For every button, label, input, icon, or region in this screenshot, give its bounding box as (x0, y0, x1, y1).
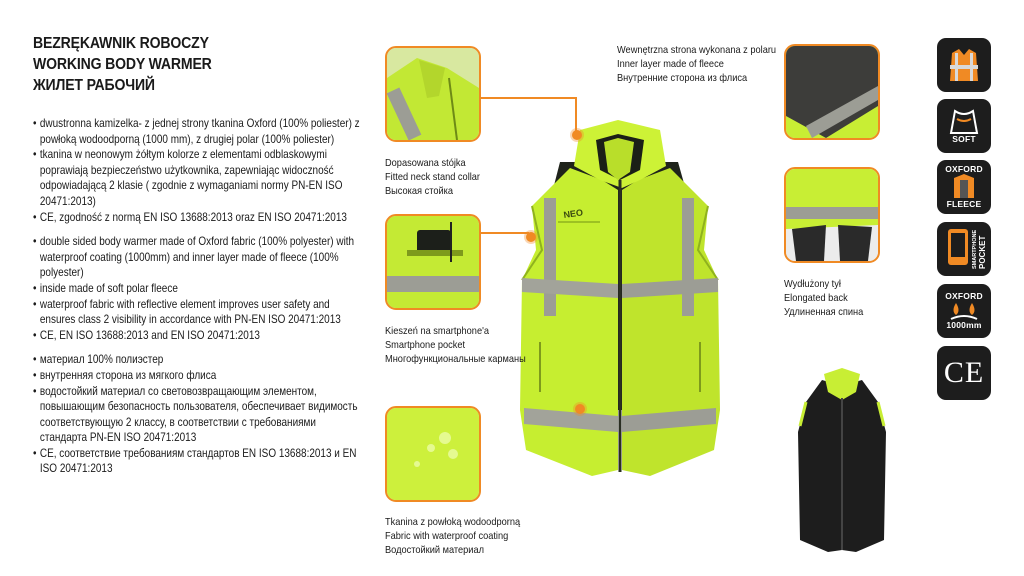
water-drops-icon (947, 301, 981, 321)
caption-pocket-pl: Kieszeń na smartphone'a (385, 325, 489, 337)
hotspot-fabric[interactable] (575, 404, 585, 414)
caption-collar-ru: Высокая стойка (385, 185, 454, 197)
badge-waterproof (937, 284, 991, 338)
title-ru: ЖИЛЕТ РАБОЧИЙ (33, 77, 155, 94)
caption-fabric-ru: Водостойкий материал (385, 544, 484, 556)
list-item: • водостойкий материал со световозвращающим элементом, повышающим безопасность пользователя, обеспечивает видимость соответствующую 2 классу, в соответствии с требованиями стандарта PN-EN ISO 20471:2013 (33, 384, 360, 446)
thumbnail-pocket (385, 214, 481, 310)
caption-fabric (385, 515, 520, 557)
badge-waterproof-value: 1000mm (946, 320, 982, 330)
badge-fleece-label: FLEECE (946, 199, 982, 209)
badge-pocket-label: POCKET (978, 235, 987, 269)
smartphone-pocket-icon (940, 225, 988, 273)
list-item: • dwustronna kamizelka- z jednej strony tkanina Oxford (100% poliester) z powłoką wodoodporną (1000 mm), z drugiej polar (100% poliester) (33, 116, 360, 147)
hivis-vest-icon (947, 47, 981, 83)
caption-collar (385, 156, 480, 198)
badge-waterproof-top-label: OXFORD (945, 291, 983, 301)
caption-back-ru: Удлиненная спина (784, 306, 864, 318)
list-item: • материал 100% полиэстер (33, 352, 360, 368)
list-item: • внутренняя сторона из мягкого флиса (33, 368, 360, 384)
vest-image (500, 110, 740, 490)
badge-smartphone-label: SMARTPHONE (972, 229, 978, 269)
thumbnail-collar (385, 46, 481, 142)
badge-ce (937, 346, 991, 400)
badge-soft-label: SOFT (952, 133, 976, 144)
caption-pocket (385, 324, 526, 366)
ce-mark-icon: CE (943, 356, 985, 389)
caption-fleece-en: Inner layer made of fleece (617, 58, 724, 70)
description-pl (33, 116, 360, 225)
caption-collar-en: Fitted neck stand collar (385, 171, 481, 183)
list-item: • CE, соответствие требованиям стандартов EN ISO 13688:2013 и EN ISO 20471:2013 (33, 446, 360, 477)
hotspot-collar[interactable] (572, 130, 582, 140)
list-item: • inside made of soft polar fleece (33, 281, 360, 297)
caption-pocket-ru: Многофункциональные карманы (385, 353, 526, 365)
product-title (33, 33, 262, 96)
title-en: WORKING BODY WARMER (33, 56, 212, 73)
list-item: • CE, zgodność z normą EN ISO 13688:2013 oraz EN ISO 20471:2013 (33, 210, 360, 226)
caption-collar-pl: Dopasowana stójka (385, 157, 466, 169)
vest-logo: NEO (562, 207, 584, 220)
soft-fabric-icon (949, 109, 979, 135)
product-description (33, 116, 360, 486)
thumbnail-back (784, 167, 880, 263)
badge-smartphone-pocket (937, 222, 991, 276)
badge-oxford-fleece (937, 160, 991, 214)
badge-hivis (937, 38, 991, 92)
caption-pocket-en: Smartphone pocket (385, 339, 466, 351)
list-item: • CE, EN ISO 13688:2013 and EN ISO 20471:2013 (33, 328, 360, 344)
caption-back-pl: Wydłużony tył (784, 278, 841, 290)
description-en (33, 234, 360, 343)
badge-soft (937, 99, 991, 153)
title-pl: BEZRĘKAWNIK ROBOCZY (33, 35, 209, 52)
list-item: • tkanina w neonowym żółtym kolorze z elementami odblaskowymi poprawiają bezpieczeństwo użytkownika, zapewniając widoczność odpowiadającą 2 klasie ( zgodnie z wymaganiami normy PN-EN ISO 20471:2013) (33, 147, 360, 209)
caption-fleece (617, 43, 776, 85)
caption-back (784, 277, 863, 319)
connector-collar (477, 97, 577, 99)
caption-fleece-pl: Wewnętrzna strona wykonana z polaru (617, 44, 777, 56)
hotspot-pocket[interactable] (526, 232, 536, 242)
badge-oxford-label: OXFORD (945, 164, 983, 174)
list-item: • double sided body warmer made of Oxford fabric (100% polyester) with waterproof coating (1000mm) and inner layer made of fleece (100% polyester) (33, 234, 360, 281)
caption-fabric-pl: Tkanina z powłoką wodoodporną (385, 516, 521, 528)
fleece-vest-image (786, 362, 898, 558)
thumbnail-fleece (784, 44, 880, 140)
list-item: • waterproof fabric with reflective element improves user safety and ensures class 2 visibility in accordance with PN-EN ISO 20471:2013 (33, 297, 360, 328)
caption-fabric-en: Fabric with waterproof coating (385, 530, 509, 542)
caption-back-en: Elongated back (784, 292, 848, 304)
layers-icon (950, 174, 978, 200)
description-ru (33, 352, 360, 477)
thumbnail-fabric (385, 406, 481, 502)
caption-fleece-ru: Внутренние сторона из флиса (617, 72, 748, 84)
